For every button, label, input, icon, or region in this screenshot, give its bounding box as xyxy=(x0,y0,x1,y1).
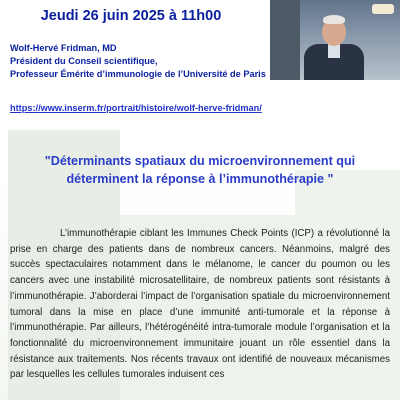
photo-lamp xyxy=(372,4,394,14)
event-date: Jeudi 26 juin 2025 à 11h00 xyxy=(40,8,222,24)
speaker-profile-link[interactable]: https://www.inserm.fr/portrait/histoire/wolf-herve-fridman/ xyxy=(10,103,262,113)
speaker-photo xyxy=(270,0,400,80)
photo-shirt xyxy=(328,44,340,58)
speaker-block xyxy=(10,42,310,81)
speaker-role-line-1: Président du Conseil scientifique, xyxy=(10,56,158,66)
speaker-role-line-2: Professeur Émérite d’immunologie de l’Université de Paris xyxy=(10,69,266,79)
photo-bookshelf xyxy=(270,0,300,80)
talk-title: "Déterminants spatiaux du microenvironnement qui déterminent la réponse à l’immunothérapie " xyxy=(44,154,356,186)
photo-hair xyxy=(323,15,345,24)
abstract-paragraph: L’immunothérapie ciblant les Immunes Check Points (ICP) a révolutionné la prise en charge des patients dans de nombreux cancers. Néanmoins, malgré des succès spectaculaires notamment dans le mélanome, le cancer du poumon ou les cancers avec une instabilité microsatellitaire, de nombreux patients sont résistants à l’immunothérapie. J’aborderai l’impact de l’organisation spatiale du microenvironnement tumoral dans la mise en place d’une immunité anti-tumorale et la réponse à l’immunothérapie. Par ailleurs, l’hétérogénéité intra-tumorale module l’organisation et la fonctionnalité du microenvironnement immunitaire jouant un rôle essentiel dans la résistance aux traitements. Nos récents travaux ont identifié de nouveaux mécanismes par lesquelles les cellules tumorales induisent ces xyxy=(10,228,390,381)
speaker-name: Wolf-Hervé Fridman, MD xyxy=(10,43,117,53)
talk-abstract xyxy=(10,226,390,383)
